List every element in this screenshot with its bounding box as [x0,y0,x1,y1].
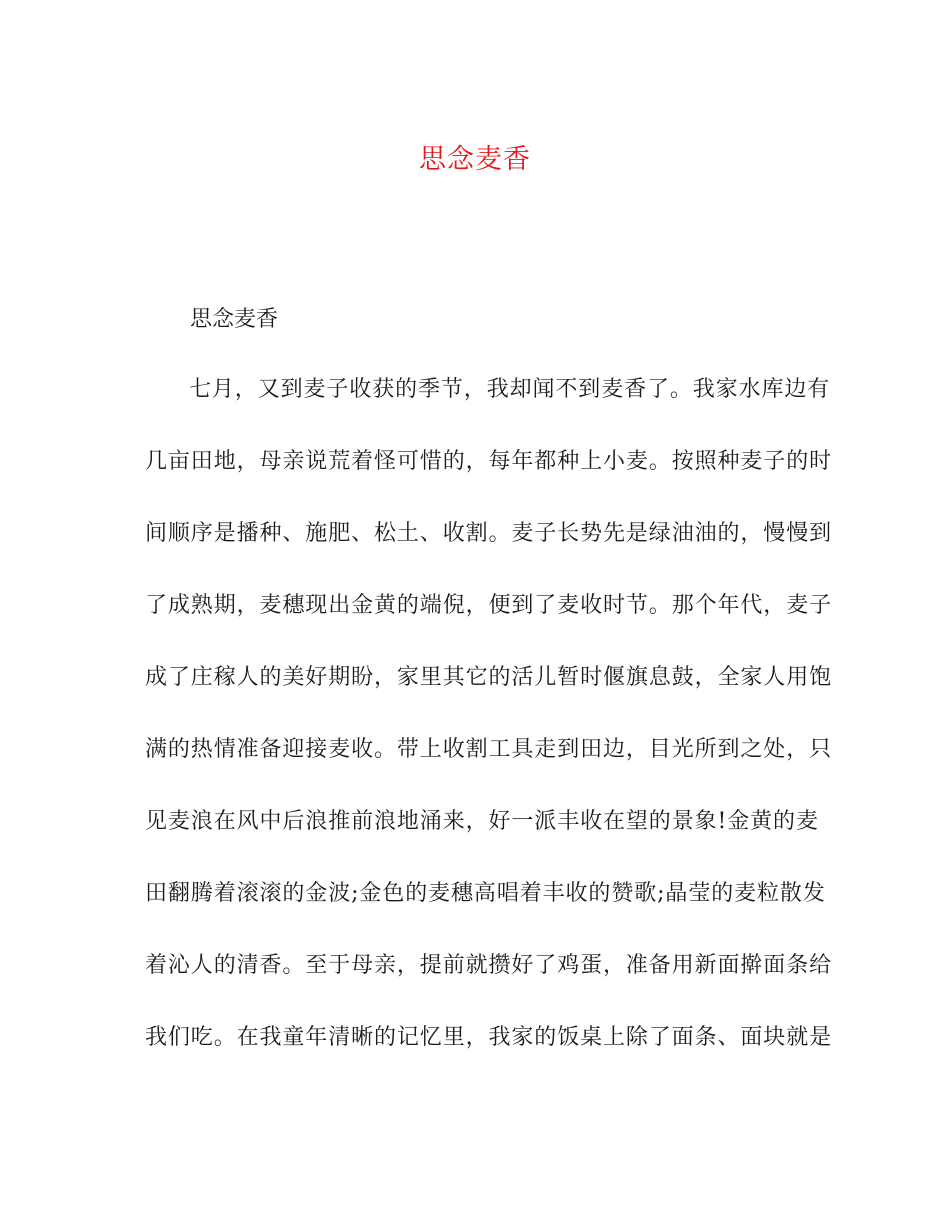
body-line: 见麦浪在风中后浪推前浪地涌来，好一派丰收在望的景象!金黄的麦 [145,809,819,834]
body-line: 几亩田地，母亲说荒着怪可惜的，每年都种上小麦。按照种麦子的时 [145,449,833,474]
body-line: 田翻腾着滚滚的金波;金色的麦穗高唱着丰收的赞歌;晶莹的麦粒散发 [145,881,826,906]
body-line: 我们吃。在我童年清晰的记忆里，我家的饭桌上除了面条、面块就是 [145,1025,833,1050]
body-line: 着沁人的清香。至于母亲，提前就攒好了鸡蛋，准备用新面擀面条给 [145,953,833,978]
body-line: 间顺序是播种、施肥、松土、收割。麦子长势先是绿油油的，慢慢到 [145,521,833,546]
document-title: 思念麦香 [419,144,531,175]
article-body [145,370,833,1090]
article-subtitle: 思念麦香 [190,307,279,332]
body-line: 满的热情准备迎接麦收。带上收割工具走到田边，目光所到之处，只 [145,737,833,762]
body-line: 七月，又到麦子收获的季节，我却闻不到麦香了。我家水库边有 [189,377,831,402]
body-line: 了成熟期，麦穗现出金黄的端倪，便到了麦收时节。那个年代，麦子 [145,593,833,618]
body-line: 成了庄稼人的美好期盼，家里其它的活儿暂时偃旗息鼓，全家人用饱 [145,665,833,690]
